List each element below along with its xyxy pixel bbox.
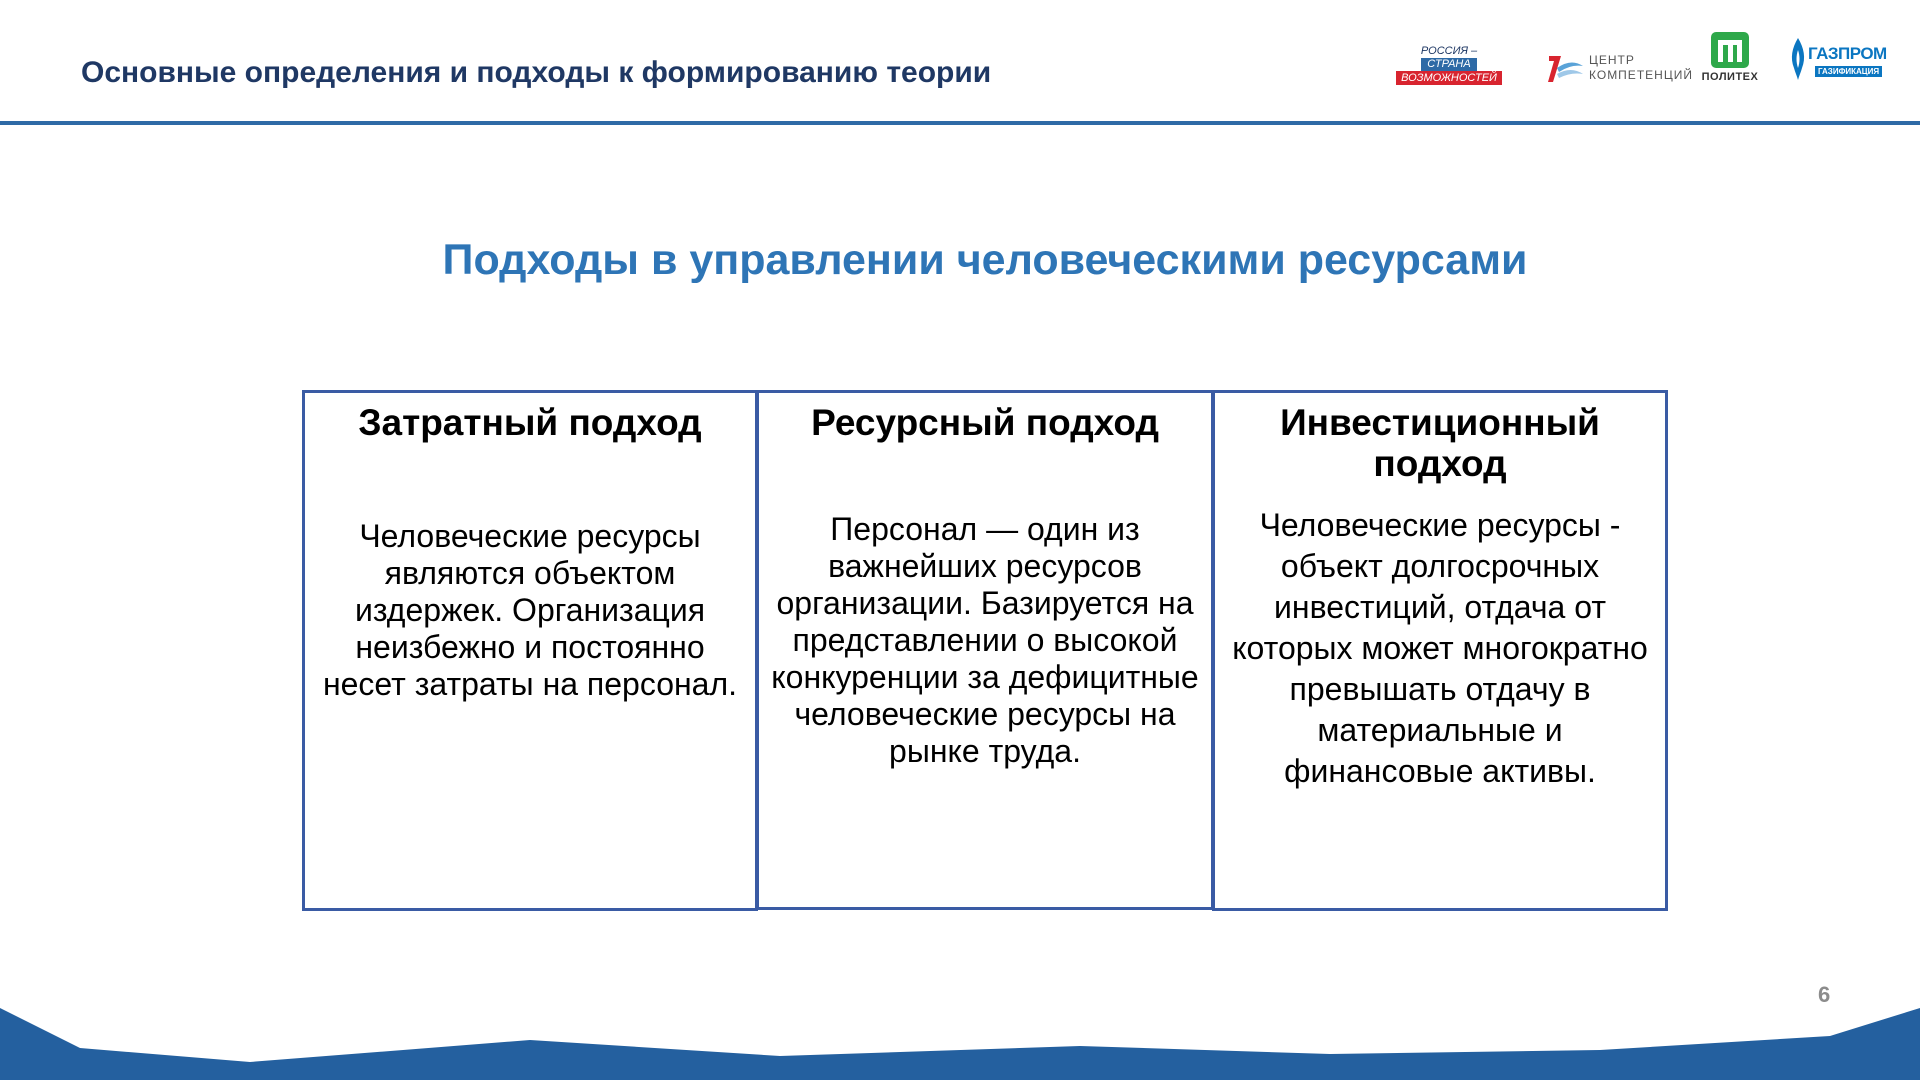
centre-line2: КОМПЕТЕНЦИЙ — [1589, 68, 1693, 82]
slide-title: Подходы в управлении человеческими ресурсами — [442, 236, 1528, 284]
approach-heading: Ресурсный подход — [811, 402, 1159, 443]
approach-column-investment — [1212, 390, 1668, 911]
approach-description: Персонал — один из важнейших ресурсов организации. Базируется на представлении о высокой конкуренции за дефицитные человеческие ресурсы на рынке труда. — [771, 511, 1199, 769]
centre-competences-icon — [1541, 48, 1585, 88]
russia-logo — [1396, 45, 1502, 87]
politech-logo — [1700, 32, 1760, 88]
gazprom-flame-icon — [1786, 36, 1810, 82]
politech-icon — [1711, 32, 1749, 68]
approach-heading: Затратный подход — [358, 402, 702, 443]
centre-competences-logo — [1541, 48, 1693, 88]
russia-logo-line2: СТРАНА — [1421, 58, 1477, 71]
logo-bar — [0, 30, 1920, 100]
russia-logo-line1: РОССИЯ – — [1420, 45, 1478, 57]
centre-line1: ЦЕНТР — [1589, 53, 1635, 67]
centre-competences-text — [1589, 53, 1693, 83]
gazprom-logo — [1786, 36, 1887, 86]
header-divider — [0, 121, 1920, 125]
politech-label: ПОЛИТЕХ — [1701, 71, 1759, 83]
approaches-table — [302, 390, 1668, 913]
footer-wave — [0, 1000, 1920, 1080]
page-number: 6 — [1818, 982, 1831, 1007]
approach-description: Человеческие ресурсы являются объектом издержек. Организация неизбежно и постоянно несет затраты на персонал. — [322, 518, 738, 702]
approach-description: Человеческие ресурсы - объект долгосрочных инвестиций, отдача от которых может многократно превышать отдачу в материальные и финансовые активы. — [1232, 507, 1648, 789]
header-title: Основные определения и подходы к формированию теории — [81, 56, 992, 89]
approach-heading: Инвестиционный подход — [1280, 402, 1600, 484]
approach-column-resource — [756, 390, 1214, 910]
gazprom-name: ГАЗПРОМ — [1808, 44, 1887, 63]
russia-logo-line3: ВОЗМОЖНОСТЕЙ — [1396, 71, 1502, 85]
approach-column-cost — [302, 390, 758, 911]
gazprom-sub: ГАЗИФИКАЦИЯ — [1815, 66, 1882, 77]
